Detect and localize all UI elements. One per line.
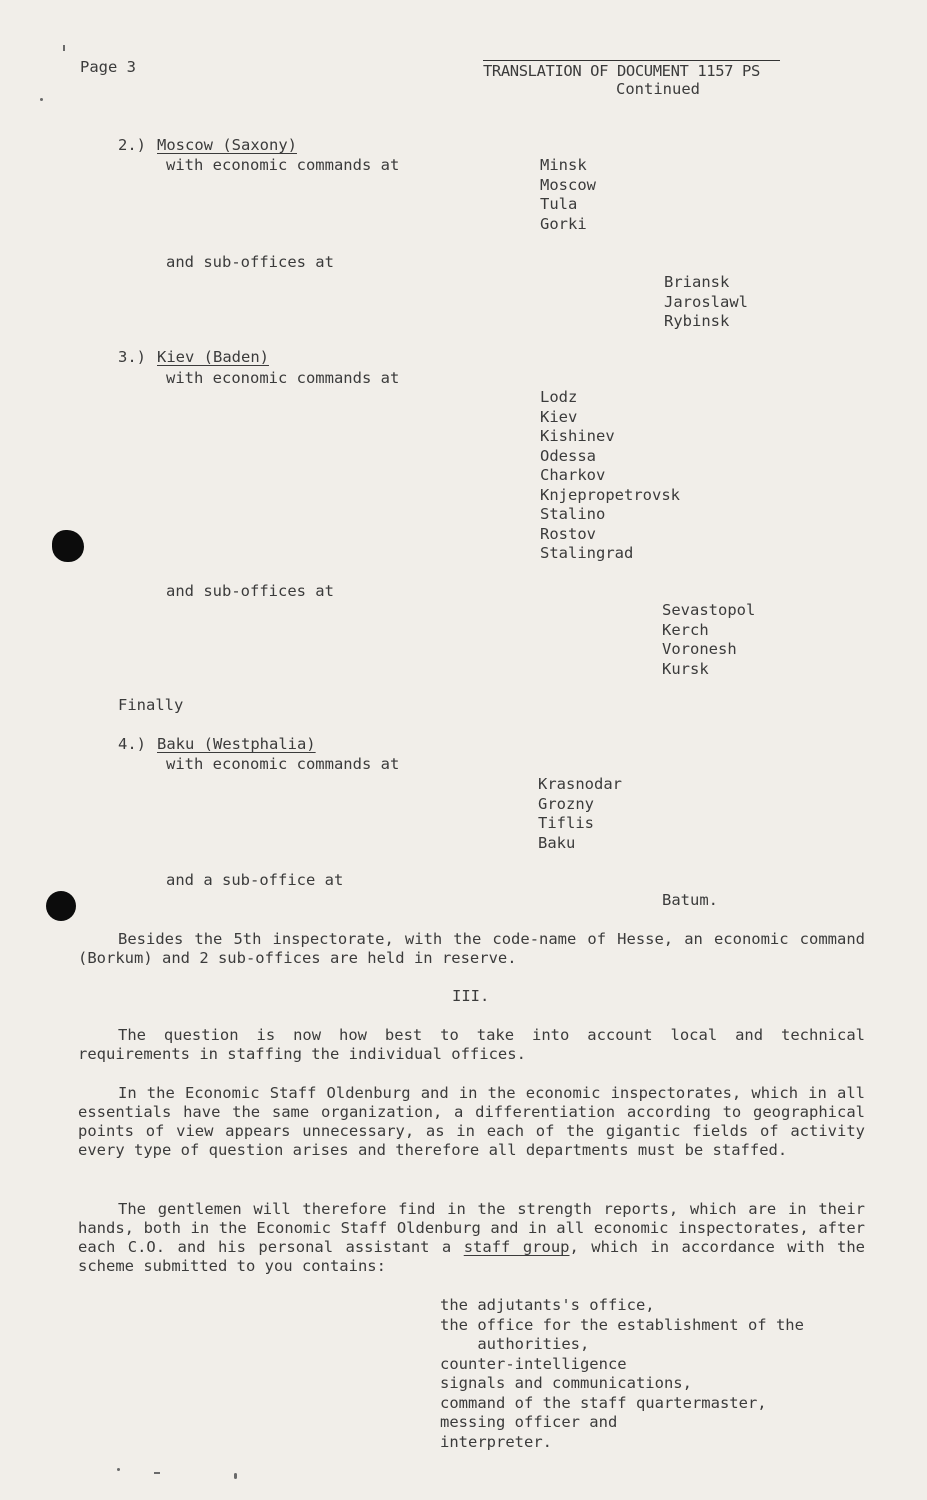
staff-group-item: command of the staff quartermaster,: [440, 1393, 767, 1412]
margin-mark: [234, 1473, 237, 1479]
city-name: Rybinsk: [664, 312, 730, 330]
margin-mark: [40, 98, 43, 101]
city-name: Kiev: [540, 407, 578, 426]
city-name: Krasnodar: [538, 775, 622, 793]
punch-hole: [46, 891, 76, 921]
commands-list: [540, 388, 680, 564]
section-number: 3.): [118, 348, 146, 366]
suboffices-label: and sub-offices at: [166, 582, 334, 600]
city-name: Voronesh: [662, 640, 737, 658]
city-name: Stalingrad: [540, 544, 634, 562]
city-name: Kishinev: [540, 427, 615, 445]
commands-label: with economic commands at: [166, 369, 400, 387]
suboffices-list: [662, 601, 755, 679]
city-name: Baku: [538, 833, 576, 852]
city-name: Grozny: [538, 794, 594, 813]
strength-reports-paragraph: [78, 1200, 865, 1276]
finally-label: Finally: [118, 696, 184, 714]
city-name: Jaroslawl: [664, 292, 748, 311]
city-name: Knjepropetrovsk: [540, 485, 680, 504]
staff-group-item: authorities,: [440, 1335, 590, 1353]
city-name: Batum.: [662, 891, 718, 909]
suboffices-list: [662, 891, 718, 911]
commands-list: [538, 775, 622, 853]
reserve-paragraph: [78, 930, 865, 968]
staff-group-item: interpreter.: [440, 1432, 552, 1451]
staff-group-item: the office for the establishment of the: [440, 1315, 804, 1334]
staff-group-item: counter-intelligence: [440, 1354, 627, 1373]
staff-group-item: the adjutants's office,: [440, 1296, 655, 1314]
city-name: Kerch: [662, 620, 709, 639]
city-name: Stalino: [540, 505, 606, 523]
city-name: Tiflis: [538, 814, 594, 832]
reserve-paragraph-text: Besides the 5th inspectorate, with the code-name of Hesse, an economic command (Borkum) and 2 sub-offices are held in reserve.: [78, 930, 865, 967]
section-heading: Kiev (Baden): [157, 348, 269, 366]
organization-paragraph-text: In the Economic Staff Oldenburg and in the economic inspectorates, which in all essentials have the same organization, a differentiation according to geographical points of view appears unnecessary, as in each of the gigantic fields of activity every type of question arises and therefore all departments must be staffed.: [78, 1084, 865, 1159]
continued-label: Continued: [616, 80, 700, 98]
city-name: Sevastopol: [662, 601, 756, 619]
strength-reports-text-end: , which in accordance with the scheme submitted to you contains:: [78, 1238, 865, 1275]
page-number: Page 3: [80, 58, 136, 76]
commands-label: with economic commands at: [166, 156, 400, 174]
strength-reports-text: The gentlemen will therefore find in the strength reports, which are in their hands, both in the Economic Staff Oldenburg and in all economic inspectorates, after each C.O. and his personal assistant a: [78, 1200, 865, 1256]
city-name: Rostov: [540, 524, 596, 543]
staff-group-term: staff group: [463, 1238, 570, 1256]
city-name: Briansk: [664, 273, 730, 291]
punch-hole: [52, 530, 84, 562]
organization-paragraph: [78, 1084, 865, 1160]
city-name: Charkov: [540, 466, 606, 484]
city-name: Tula: [540, 195, 578, 213]
section-heading: Moscow (Saxony): [157, 136, 297, 154]
section-roman-numeral: III.: [452, 987, 490, 1005]
city-name: Gorki: [540, 214, 587, 233]
city-name: Minsk: [540, 156, 587, 174]
staff-group-item: messing officer and: [440, 1413, 618, 1431]
staff-group-item: signals and communications,: [440, 1374, 692, 1392]
suboffices-list: [664, 273, 748, 332]
section-heading: Baku (Westphalia): [157, 735, 316, 753]
margin-mark: [117, 1468, 120, 1471]
commands-list: [540, 156, 596, 234]
suboffices-label: and sub-offices at: [166, 253, 334, 271]
staffing-paragraph-text: The question is now how best to take into account local and technical requirements in staffing the individual offices.: [78, 1026, 865, 1063]
city-name: Odessa: [540, 446, 596, 465]
suboffices-label: and a sub-office at: [166, 871, 344, 889]
city-name: Lodz: [540, 388, 578, 406]
document-title: TRANSLATION OF DOCUMENT 1157 PS: [483, 62, 760, 80]
staff-group-list: [440, 1296, 804, 1452]
margin-mark: [154, 1472, 160, 1474]
margin-mark: [63, 45, 65, 51]
header-rule: [483, 60, 780, 61]
city-name: Moscow: [540, 175, 596, 194]
section-number: 2.): [118, 136, 146, 154]
commands-label: with economic commands at: [166, 755, 400, 773]
section-number: 4.): [118, 735, 146, 753]
staffing-paragraph: [78, 1026, 865, 1064]
city-name: Kursk: [662, 659, 709, 678]
